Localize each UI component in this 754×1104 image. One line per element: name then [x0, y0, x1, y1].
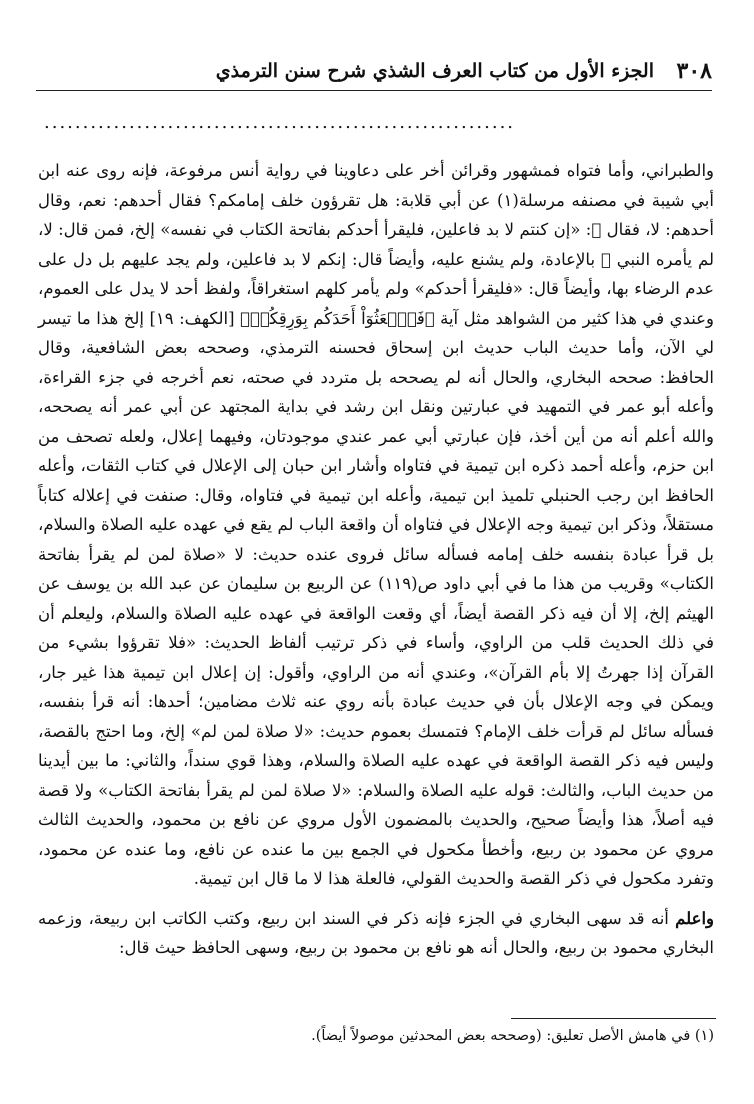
page-number: ٣٠٨: [676, 58, 712, 84]
main-text: [38, 156, 714, 973]
footnote-divider: [511, 1018, 716, 1019]
paragraph-1: [38, 156, 714, 894]
footnote: (١) في هامش الأصل تعليق: (وصححه بعض المحدثين موصولاً أيضاً).: [311, 1028, 714, 1044]
page-header: [36, 58, 712, 91]
paragraph-lead: واعلم: [675, 908, 714, 928]
paragraph-text: أنه قد سهى البخاري في الجزء فإنه ذكر في السند ابن ربيع، وكتب الكاتب ابن ربيعة، وزعمه البخاري محمود بن ربيع، والحال أنه هو نافع بن محمود بن ربيع، وسهى الحافظ حيث قال:: [38, 908, 714, 957]
paragraph-text: والطبراني، وأما فتواه فمشهور وقرائن أخر على دعاوينا في رواية أنس مرفوعة، فإنه روى عنه ابن أبي شيبة في مصنفه مرسلة(١) عن أبي قلابة: هل تقرؤون خلف إمامكم؟ فقال أحدهم: نعم، وقال أحدهم: لا، فقال ﷺ: «إن كنتم لا بد فاعلين، فليقرأ أحدكم بفاتحة الكتاب في نفسه» إلخ، فمن قال: لا، لم يأمره النبي ﷺ بالإعادة، ولم يشنع عليه، وأيضاً قال: إنكم لا بد فاعلين، ولم يجد عليهم بل دل على عدم الرضاء بها، وأيضاً قال: «فليقرأ أحدكم» ولم يأمر كلهم استغراقاً، ولفظ أحد لا يدل على العموم، وعندي في هذا كثير من الشواهد مثل آية ﴿فَٱبۡعَثُوٓاْ أَحَدَكُم بِوَرِقِكُمۡ﴾ [الكهف: ١٩] إلخ هذا ما تيسر لي الآن، وأما حديث الباب حديث ابن إسحاق فحسنه الترمذي، وصححه بعض الشافعية، وقال الحافظ: صححه البخاري، والحال أنه لم يصححه بل متردد في صحته، نعم أخرجه في جزء القراءة، وأعله أبو عمر في التمهيد في عبارتين ونقل ابن رشد في بداية المجتهد عن أبي عمر أنه يصححه، والله أعلم أنه من أين أخذ، فإن عبارتي أبي عمر عندي موجودتان، وفيهما إعلال، ولعله تصحف من ابن حزم، وأعله أحمد ذكره ابن تيمية في فتاواه وأشار ابن حبان إلى الإعلال في كتاب الثقات، وأعله الحافظ ابن رجب الحنبلي تلميذ ابن تيمية، وأعله ابن تيمية في فتاواه، وقال: صنفت في إعلاله كتاباً مستقلاً، وذكر ابن تيمية وجه الإعلال في فتاواه أن واقعة الباب لم يقع في عهده عليه الصلاة والسلام، بل قرأ عبادة بنفسه خلف إمامه فسأله سائل فروى عنده حديث: لا «صلاة لمن لم يقرأ بفاتحة الكتاب» وقريب من هذا ما في أبي داود ص(١١٩) عن الربيع بن سليمان عن عبد الله بن يوسف عن الهيثم إلخ، إلا أن فيه ذكر القصة أيضاً، أي وقعت الواقعة في عهده عليه الصلاة والسلام، وليعلم أن في ذلك الحديث قلب من الراوي، وأساء في ذكر ترتيب ألفاظ الحديث: «فلا تقرؤوا بشيء من القرآن إذا جهرتُ إلا بأم القرآن»، وعندي أنه من الراوي، وأقول: إن إعلال ابن تيمية هذا غير جار، ويمكن في وجه الإعلال بأن في حديث عبادة بأنه روي عنه ثلاث مضامين؛ أحدها: أنه قرأ بنفسه، فسأله سائل لم قرأت خلف الإمام؟ فتمسك بعموم حديث: «لا صلاة لمن لم» إلخ، وما احتج بالقصة، وليس فيه ذكر القصة الواقعة في عهده عليه الصلاة والسلام، وهذا قوي سنداً، والثاني: ما بين أيدينا من حديث الباب، والثالث: قوله عليه الصلاة والسلام: «لا صلاة لمن لم يقرأ بفاتحة الكتاب» ولا قصة فيه أصلاً، هذا وأيضاً صحيح، والحديث بالمضمون الأول مروي عن نافع بن محمود، والحديث الثالث مروي عن محمود بن ربيع، وأخطأ مكحول في الجمع بين ما عنده عن نافع، وما عنده عن محمود، وتفرد مكحول في ذكر القصة والحديث القولي، فالعلة هذا لا ما قال ابن تيمية.: [38, 161, 715, 888]
paragraph-2: [38, 904, 714, 963]
dotted-separator: .............................................................: [44, 112, 516, 133]
running-title: الجزء الأول من كتاب العرف الشذي شرح سنن الترمذي: [215, 60, 654, 82]
